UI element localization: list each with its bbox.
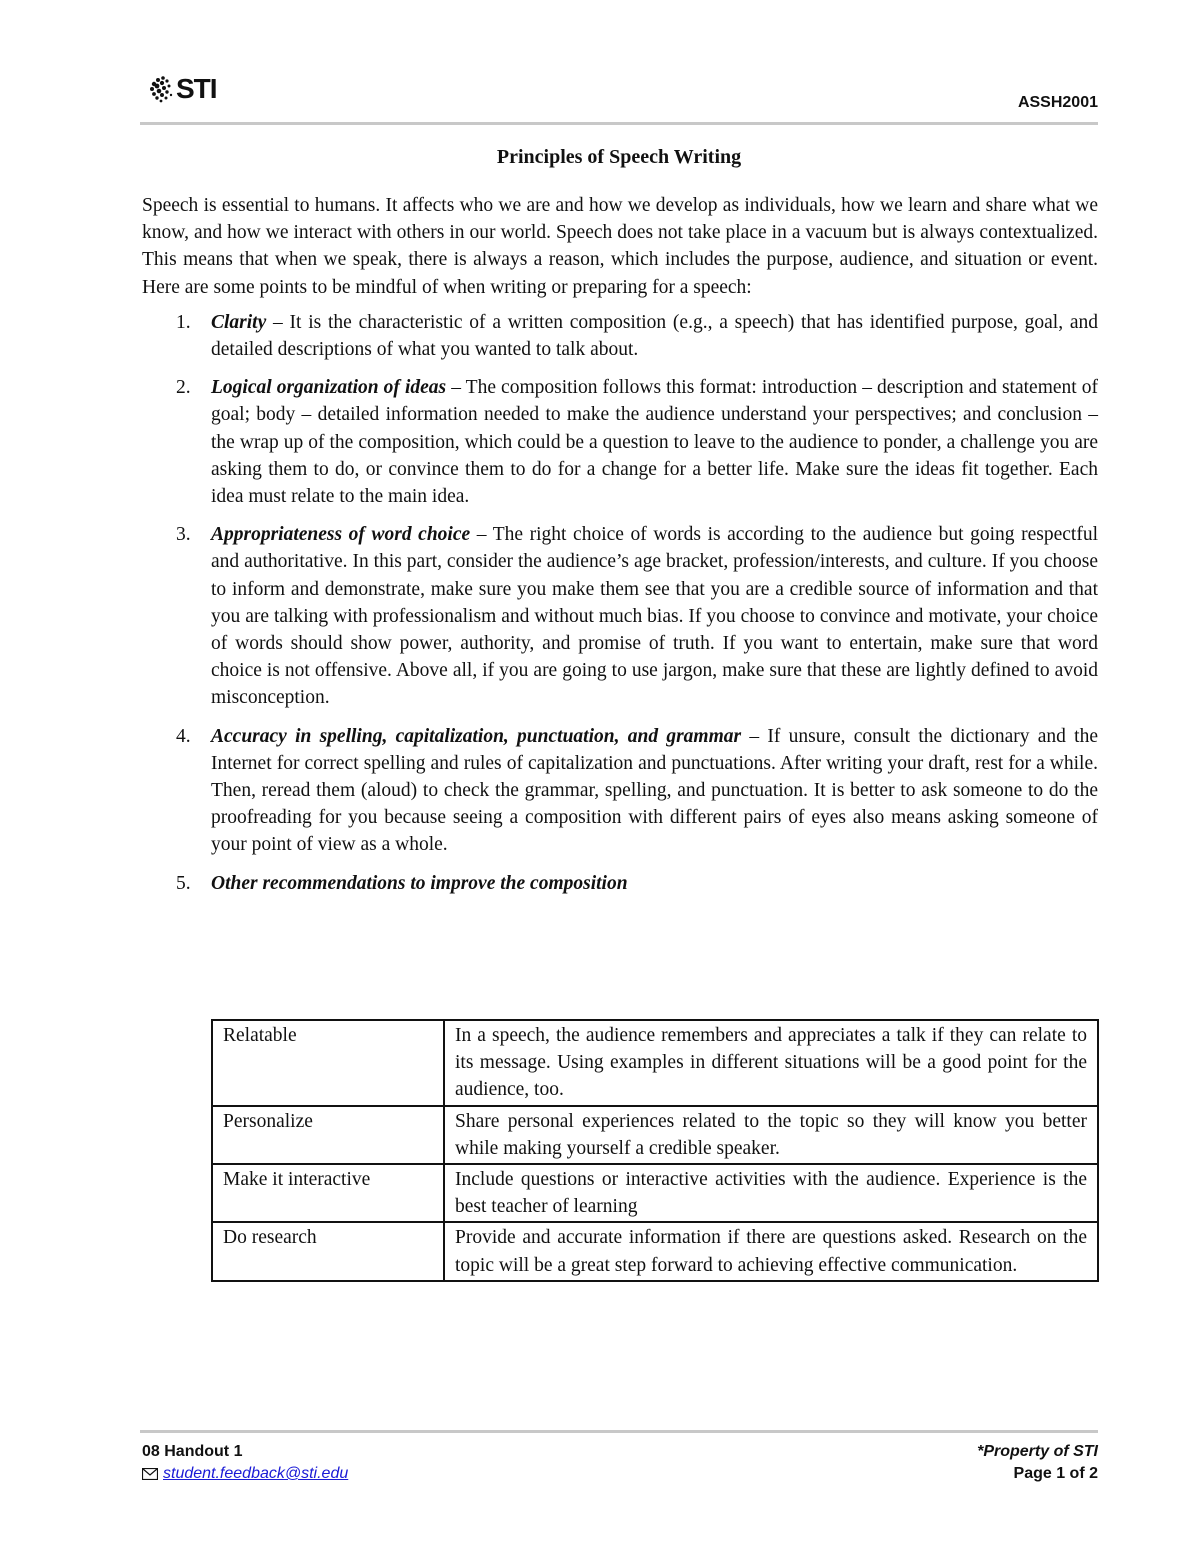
recommendation-name: Make it interactive (212, 1164, 444, 1222)
item-term: Logical organization of ideas (211, 377, 447, 399)
item-term: Accuracy in spelling, capitalization, punctuation, and grammar (211, 725, 742, 747)
page-title: Principles of Speech Writing (496, 146, 742, 168)
feedback-email-link[interactable]: student.feedback@sti.edu (163, 1465, 349, 1482)
item-term: Appropriateness of word choice (211, 524, 471, 546)
page-number: Page 1 of 2 (1013, 1465, 1098, 1482)
recommendation-name: Personalize (212, 1106, 444, 1164)
list-item (142, 870, 1098, 897)
item-number: 5. (176, 872, 191, 894)
footer-right (977, 1441, 1098, 1485)
item-number: 4. (176, 725, 191, 747)
feedback-contact (142, 1463, 348, 1485)
recommendation-description: Provide and accurate information if there are questions asked. Research on the topic will be a great step forward to achieving effective communication. (444, 1222, 1098, 1280)
property-notice: *Property of STI (977, 1443, 1098, 1460)
logo-text: STI (176, 73, 217, 104)
header-divider (140, 122, 1098, 125)
table-row (212, 1164, 1098, 1222)
list-item (142, 374, 1098, 510)
sti-logo (148, 72, 217, 106)
table-row (212, 1106, 1098, 1164)
item-number: 3. (176, 524, 191, 546)
list-item (142, 309, 1098, 363)
list-item (142, 723, 1098, 859)
recommendation-description: Share personal experiences related to the topic so they will know you better while making yourself a credible speaker. (444, 1106, 1098, 1164)
item-number: 1. (176, 311, 191, 333)
table-row (212, 1222, 1098, 1280)
principles-list (142, 309, 1098, 897)
recommendation-name: Relatable (212, 1020, 444, 1106)
handout-label: 08 Handout 1 (142, 1443, 243, 1460)
sti-swirl-icon (148, 74, 174, 104)
item-text: – The composition follows this format: introduction – description and statement of goal; body – detailed information needed to make the audience understand your perspectives; and conclusion – the wrap up of the composition, which could be a question to leave to the audience to ponder, a challenge you are asking them to do, or convince them to do for a change for a better life. Make sure the ideas fit together. Each idea must relate to the main idea. (211, 377, 1098, 508)
document-body (142, 192, 1098, 908)
item-text: – If unsure, consult the dictionary and the Internet for correct spelling and rules of capitalization and punctuations. After writing your draft, rest for a while. Then, reread them (aloud) to check the grammar, spelling, and punctuation. It is better to ask someone to do the proofreading for you because seeing a composition with different pairs of eyes also means asking someone of your point of view as a whole. (211, 725, 1098, 856)
footer-left (142, 1441, 348, 1485)
intro-paragraph: Speech is essential to humans. It affects who we are and how we develop as individuals, how we learn and share what we know, and how we interact with others in our world. Speech does not take place in a vacuum but is always contextualized. This means that when we speak, there is always a reason, which includes the purpose, audience, and situation or event. Here are some points to be mindful of when writing or preparing for a speech: (142, 195, 1098, 298)
recommendation-description: In a speech, the audience remembers and appreciates a talk if they can relate to its message. Using examples in different situations will be a good point for the audience, too. (444, 1020, 1098, 1106)
item-text: – The right choice of words is according to the audience but going respectful and authoritative. In this part, consider the audience’s age bracket, profession/interests, and culture. If you choose to inform and demonstrate, make sure you make them see that you are a credible source of information and that you are talking with professionalism and without much bias. If you choose to convince and motivate, your choice of words should show power, authority, and promise of truth. If you want to entertain, make sure that word choice is not offensive. Above all, if you are going to use jargon, make sure that these are lightly defined to avoid misconception. (211, 524, 1098, 709)
item-number: 2. (176, 377, 191, 399)
item-term: Other recommendations to improve the composition (211, 872, 628, 894)
footer-divider (140, 1430, 1098, 1433)
envelope-icon (142, 1468, 158, 1480)
recommendations-table (211, 1019, 1099, 1282)
recommendation-name: Do research (212, 1222, 444, 1280)
recommendation-description: Include questions or interactive activities with the audience. Experience is the best teacher of learning (444, 1164, 1098, 1222)
course-code: ASSH2001 (1017, 94, 1098, 111)
table-row (212, 1020, 1098, 1106)
item-text: – It is the characteristic of a written composition (e.g., a speech) that has identified purpose, goal, and detailed descriptions of what you wanted to talk about. (211, 311, 1098, 361)
item-term: Clarity (211, 311, 267, 333)
list-item (142, 521, 1098, 711)
